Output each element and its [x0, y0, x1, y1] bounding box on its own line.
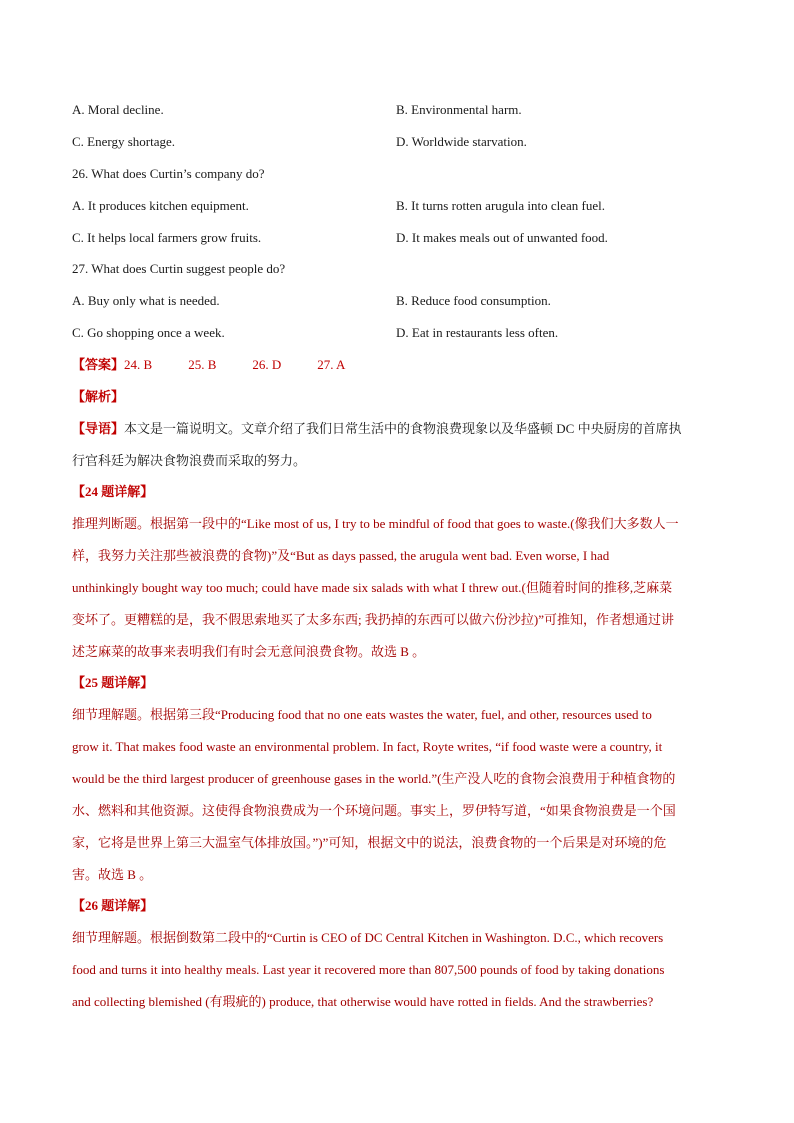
q24-detail-heading: 【24 题详解】	[72, 484, 154, 499]
q24-detail-line: 推理判断题。根据第一段中的“Like most of us, I try to be mindful of food that goes to waste.(像我们大多数人一	[72, 516, 679, 531]
q27-option-a: A. Buy only what is needed.	[72, 293, 220, 308]
q27-options-row-2	[72, 323, 728, 343]
q24-detail-line: 述芝麻菜的故事来表明我们有时会无意间浪费食物。故选 B 。	[72, 644, 426, 659]
answer-item: 26. D	[252, 357, 282, 372]
answer-item: 27. A	[317, 357, 346, 372]
q25-detail-line: would be the third largest producer of greenhouse gases in the world.”(生产没人吃的食物会浪费用于种植食物的	[72, 771, 676, 786]
q24-detail-line: 样，我努力关注那些被浪费的食物)”及“But as days passed, the arugula went bad. Even worse, I had	[72, 548, 610, 563]
q25-detail-line: 细节理解题。根据第三段“Producing food that no one eats wastes the water, fuel, and other, resources used to	[72, 707, 652, 722]
q27-option-c: C. Go shopping once a week.	[72, 325, 225, 340]
q26-question	[72, 164, 728, 184]
q25-options-row-1	[72, 100, 728, 120]
q25-detail-line: 水、燃料和其他资源。这使得食物浪费成为一个环境问题。事实上，罗伊特写道，“如果食物浪费是一个国	[72, 803, 676, 818]
q25-option-a: A. Moral decline.	[72, 102, 164, 117]
q27-option-b: B. Reduce food consumption.	[396, 293, 551, 308]
q25-option-b: B. Environmental harm.	[396, 102, 522, 117]
answer-label: 【答案】	[72, 357, 125, 372]
q25-options-row-2	[72, 132, 728, 152]
q26-detail-heading: 【26 题详解】	[72, 898, 154, 913]
q26-question-text: 26. What does Curtin’s company do?	[72, 166, 265, 181]
answer-item: 25. B	[188, 357, 217, 372]
q26-option-a: A. It produces kitchen equipment.	[72, 198, 249, 213]
q26-options-row-1	[72, 196, 728, 216]
q26-option-c: C. It helps local farmers grow fruits.	[72, 230, 262, 245]
q26-detail-line: and collecting blemished (有瑕疵的) produce, that otherwise would have rotted in fields. And the strawberries?	[72, 994, 654, 1009]
q25-detail-heading: 【25 题详解】	[72, 675, 154, 690]
q27-question-text: 27. What does Curtin suggest people do?	[72, 261, 286, 276]
q25-option-c: C. Energy shortage.	[72, 134, 176, 149]
q26-options-row-2	[72, 228, 728, 248]
answer-line	[72, 355, 381, 375]
q25-detail-line: 害。故选 B 。	[72, 867, 153, 882]
answer-items	[124, 357, 381, 372]
q26-option-d: D. It makes meals out of unwanted food.	[396, 230, 608, 245]
q26-detail-line: food and turns it into healthy meals. Last year it recovered more than 807,500 pounds of food by taking donations	[72, 962, 665, 977]
intro-text-1: 本文是一篇说明文。文章介绍了我们日常生活中的食物浪费现象以及华盛顿 DC 中央厨房的首席执	[124, 421, 682, 436]
q25-option-d: D. Worldwide starvation.	[396, 134, 527, 149]
intro-line-1	[72, 417, 722, 441]
q24-detail-line: unthinkingly bought way too much; could have made six salads with what I threw out.(但随着时间的推移,芝麻菜	[72, 580, 673, 595]
q25-detail-line: 家，它将是世界上第三大温室气体排放国。”)”可知，根据文中的说法，浪费食物的一个后果是对环境的危	[72, 835, 667, 850]
q24-detail-line: 变坏了。更糟糕的是，我不假思索地买了太多东西; 我扔掉的东西可以做六份沙拉)”可推知，作者想通过讲	[72, 612, 674, 627]
analysis-label: 【解析】	[72, 389, 125, 404]
intro-label: 【导语】	[72, 421, 125, 436]
intro-line-2: 行官科廷为解决食物浪费而采取的努力。	[72, 453, 307, 468]
q26-option-b: B. It turns rotten arugula into clean fuel.	[396, 198, 606, 213]
q27-options-row-1	[72, 291, 728, 311]
answer-item: 24. B	[124, 357, 153, 372]
q27-question	[72, 259, 728, 279]
q25-detail-line: grow it. That makes food waste an environmental problem. In fact, Royte writes, “if food waste were a country, it	[72, 739, 663, 754]
q27-option-d: D. Eat in restaurants less often.	[396, 325, 559, 340]
q26-detail-line: 细节理解题。根据倒数第二段中的“Curtin is CEO of DC Central Kitchen in Washington. D.C., which recovers	[72, 930, 664, 945]
